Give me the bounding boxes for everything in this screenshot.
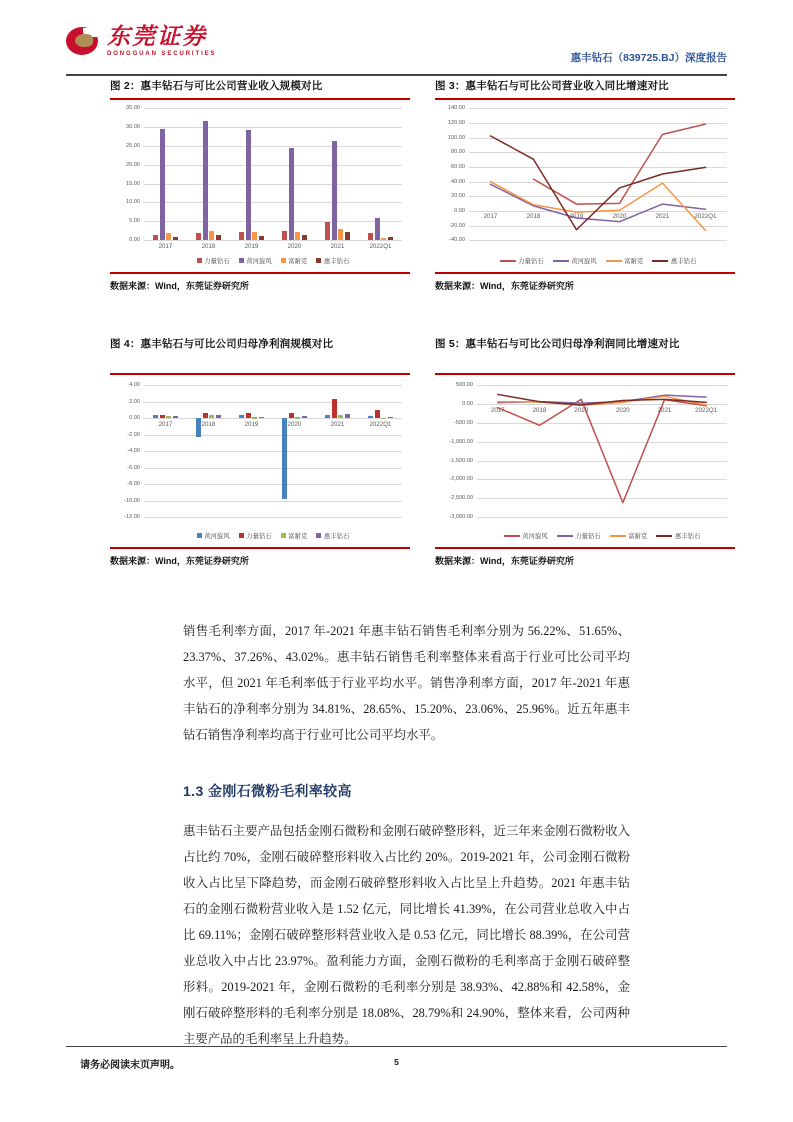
bar [332,399,337,419]
x-axis-tick-label: 2017 [483,213,498,221]
gridline [144,468,402,469]
bar [375,218,380,240]
y-axis-tick-label: 35.00 [126,105,140,112]
figure-4-title: 图 4：惠丰钻石与可比公司归母净利润规模对比 [110,338,334,350]
bar [345,232,350,240]
bar [173,237,178,240]
logo-english-name: DONGGUAN SECURITIES [107,51,217,57]
gridline [144,240,402,241]
gridline [144,517,402,518]
bar [388,237,393,240]
x-axis-tick-label: 2019 [244,242,259,250]
bar [345,414,350,418]
y-axis-tick-label: 30.00 [126,124,140,131]
legend-swatch-icon [610,535,626,537]
y-axis-tick-label: 0.00 [462,401,473,408]
chart-legend [144,531,402,540]
chart-legend [144,256,402,265]
brand-logo [66,24,216,58]
x-axis-tick-label: 2018 [526,213,541,221]
figure-3-title: 图 3：惠丰钻石与可比公司营业收入同比增速对比 [435,80,669,92]
y-axis-tick-label: 0.00 [129,415,140,422]
bar [196,233,201,240]
legend-swatch-icon [553,260,569,262]
legend-label: 富耐克 [624,258,644,266]
y-axis-tick-label: -40.00 [449,237,465,244]
figure-2-title: 图 2：惠丰钻石与可比公司营业收入规模对比 [110,80,323,92]
chart-legend [469,256,727,265]
plot-area [110,100,410,272]
bar [302,416,307,418]
gridline [144,402,402,403]
legend-item [239,531,272,540]
y-axis-tick-label: 100.00 [447,134,465,141]
gridline [144,385,402,386]
legend-label: 黄河旋风 [522,533,548,541]
bar [252,232,257,240]
gridline [144,221,402,222]
bar [368,416,373,418]
legend-label: 富耐克 [628,533,648,541]
line-series-group [435,375,735,547]
legend-swatch-icon [239,533,244,538]
gridline [144,501,402,502]
paragraph-gross-margin: 销售毛利率方面，2017 年-2021 年惠丰钻石销售毛利率分别为 56.22%、51.65%、23.37%、37.26%、43.02%。惠丰钻石销售毛利率整体来看高于行业可比公司平均水平，但 2021 年毛利率低于行业平均水平。销售净利率方面，2017 年-2021 年惠丰钻石的净利率分别为 34.81%、28.65%、15.20%、23.06%、25.96%。近五年惠丰钻石销售净利率均高于行业可比公司平均水平。 [183,624,630,742]
gridline [144,184,402,185]
y-axis-tick-label: 140.00 [447,105,465,112]
x-axis-tick-label: 2017 [490,406,505,414]
bar [252,417,257,418]
bar [173,416,178,418]
legend-swatch-icon [504,535,520,537]
bar [246,130,251,240]
legend-swatch-icon [316,258,321,263]
y-axis-tick-label: 60.00 [451,163,465,170]
y-axis-tick-label: -3,000.00 [449,514,473,521]
legend-item [652,256,696,265]
y-axis-tick-label: 120.00 [447,119,465,126]
x-axis-tick-label: 2021 [330,420,345,428]
figure-5-chart [435,375,735,547]
bar [153,415,158,418]
y-axis-tick-label: 2.00 [129,398,140,405]
header-divider [66,74,727,76]
bar [325,415,330,418]
x-axis-tick-label: 2021 [657,406,672,414]
legend-label: 黄河旋风 [571,258,597,266]
plot-area [110,375,410,547]
bar [239,232,244,240]
bar [295,417,300,418]
legend-item [610,531,648,540]
bar [375,410,380,418]
gridline [144,202,402,203]
y-axis-tick-label: 500.00 [455,382,473,389]
bar [209,231,214,240]
x-axis-tick-label: 2018 [201,420,216,428]
x-axis-tick-label: 2018 [532,406,547,414]
x-axis-tick-label: 2018 [201,242,216,250]
bar [216,415,221,418]
legend-swatch-icon [239,258,244,263]
legend-label: 力量钻石 [518,258,544,266]
bar [289,413,294,418]
footer-page-number: 5 [394,1057,399,1067]
bar [289,148,294,241]
figure-4-source: 数据来源：Wind，东莞证券研究所 [110,556,249,567]
report-header-title: 惠丰钻石（839725.BJ）深度报告 [570,52,727,64]
legend-label: 黄河旋风 [246,258,272,266]
footer-disclaimer: 请务必阅读末页声明。 [80,1060,180,1071]
legend-item [606,256,644,265]
bar [338,229,343,241]
bar [282,231,287,240]
legend-item [197,531,230,540]
line-series [534,124,706,204]
figure-2-chart [110,100,410,272]
figure-3 [435,78,735,292]
x-axis-tick-label: 2022Q1 [369,242,392,250]
y-axis-tick-label: -8.00 [127,481,140,488]
plot-area [435,100,735,272]
bar [246,413,251,418]
legend-label: 惠丰钻石 [674,533,701,541]
legend-swatch-icon [656,535,672,537]
figure-3-source: 数据来源：Wind，东莞证券研究所 [435,281,574,292]
gridline [144,165,402,166]
bar [259,417,264,418]
y-axis-tick-label: -10.00 [124,497,140,504]
legend-item [281,256,308,265]
y-axis-tick-label: -12.00 [124,514,140,521]
x-axis-tick-label: 2020 [287,420,302,428]
legend-swatch-icon [557,535,573,537]
legend-item [197,256,230,265]
y-axis-tick-label: -1,500.00 [449,457,473,464]
bar [368,233,373,240]
legend-label: 力量钻石 [575,533,601,541]
gridline [144,418,402,419]
y-axis-tick-label: -500.00 [454,419,473,426]
y-axis-tick-label: -1,000.00 [449,438,473,445]
bar [203,121,208,240]
x-axis-tick-label: 2019 [569,213,584,221]
y-axis-tick-label: 40.00 [451,178,465,185]
y-axis-tick-label: -2.00 [127,431,140,438]
y-axis-tick-label: -2,000.00 [449,476,473,483]
bar [216,235,221,240]
line-series-group [435,100,735,272]
bar [166,233,171,240]
y-axis-tick-label: 10.00 [126,199,140,206]
legend-swatch-icon [197,258,202,263]
legend-swatch-icon [606,260,622,262]
y-axis-tick-label: 0.00 [454,207,465,214]
line-series [498,400,706,503]
legend-swatch-icon [652,260,668,262]
legend-label: 力量钻石 [204,258,230,266]
x-axis-tick-label: 2022Q1 [694,213,717,221]
plot-area [435,375,735,547]
figure-5 [435,336,735,567]
y-axis-tick-label: 80.00 [451,149,465,156]
x-axis-tick-label: 2020 [615,406,630,414]
x-axis-tick-label: 2022Q1 [369,420,392,428]
paragraph-micro-powder: 惠丰钻石主要产品包括金刚石微粉和金刚石破碎整形料，近三年来金刚石微粉收入占比约 70%，金刚石破碎整形料收入占比约 20%。2019-2021 年，公司金刚石微粉收入占比呈下降趋势，而金刚石破碎整形料收入占比呈上升趋势。2021 年惠丰钻石的金刚石微粉营业收入是 1.52 亿元，同比增长 41.39%，在公司营业总收入中占比 69.11%；金刚石破碎整形料营业收入是 0.53 亿元，同比增长 88.39%，在公司营业总收入中占比 23.97%。盈利能力方面，金刚石微粉的毛利率高于金刚石破碎整形料。2019-2021 年，金刚石微粉的毛利率分别是 38.93%、42.88%和 42.58%，金刚石破碎整形料的毛利率分别是 18.08%、28.79%和 24.90%，整体来看，公司两种主要产品的毛利率呈上升趋势。 [183,824,630,1046]
legend-label: 富耐克 [288,533,308,541]
figure-2-source: 数据来源：Wind，东莞证券研究所 [110,281,249,292]
x-axis-tick-label: 2022Q1 [695,406,718,414]
legend-label: 黄河旋风 [204,533,230,541]
gridline [144,435,402,436]
gridline [144,127,402,128]
y-axis-tick-label: -2,500.00 [449,495,473,502]
dongguan-securities-logo-icon [66,24,100,58]
bar [302,235,307,240]
legend-item [656,531,700,540]
bar [203,413,208,418]
y-axis-tick-label: 4.00 [129,382,140,389]
legend-label: 富耐克 [288,258,308,266]
figure-3-chart [435,100,735,272]
footer-divider [66,1046,727,1047]
bar [160,415,165,418]
legend-swatch-icon [500,260,516,262]
gridline [144,484,402,485]
bar [295,232,300,240]
legend-label: 力量钻石 [246,533,272,541]
legend-item [557,531,601,540]
x-axis-tick-label: 2021 [330,242,345,250]
section-heading-1-3: 1.3 金刚石微粉毛利率较高 [183,783,352,799]
x-axis-tick-label: 2021 [655,213,670,221]
bar [166,416,171,419]
gridline [144,451,402,452]
bar [282,418,287,499]
legend-item [504,531,548,540]
legend-item [239,256,272,265]
y-axis-tick-label: 20.00 [126,161,140,168]
bar [381,418,386,419]
x-axis-tick-label: 2019 [574,406,589,414]
bar [153,235,158,240]
legend-item [553,256,597,265]
legend-swatch-icon [281,533,286,538]
x-axis-tick-label: 2017 [158,242,173,250]
bar [332,141,337,241]
legend-item [500,256,544,265]
figure-4 [110,336,410,567]
figure-2 [110,78,410,292]
legend-item [281,531,308,540]
figure-5-title: 图 5：惠丰钻石与可比公司归母净利润同比增速对比 [435,338,680,350]
figure-5-source: 数据来源：Wind，东莞证券研究所 [435,556,574,567]
x-axis-tick-label: 2017 [158,420,173,428]
y-axis-tick-label: 15.00 [126,180,140,187]
y-axis-tick-label: -20.00 [449,222,465,229]
y-axis-tick-label: 5.00 [129,218,140,225]
legend-label: 惠丰钻石 [323,258,350,266]
legend-label: 惠丰钻石 [323,533,350,541]
x-axis-tick-label: 2020 [287,242,302,250]
gridline [144,108,402,109]
bar [209,415,214,418]
bar [239,415,244,418]
bar [338,415,343,418]
logo-chinese-name: 东莞证券 [107,24,207,49]
y-axis-tick-label: -6.00 [127,464,140,471]
legend-swatch-icon [316,533,321,538]
bar [160,129,165,240]
legend-item [316,531,349,540]
y-axis-tick-label: 25.00 [126,142,140,149]
legend-item [316,256,349,265]
legend-swatch-icon [281,258,286,263]
x-axis-tick-label: 2019 [244,420,259,428]
legend-label: 惠丰钻石 [670,258,697,266]
legend-swatch-icon [197,533,202,538]
gridline [144,146,402,147]
y-axis-tick-label: 20.00 [451,193,465,200]
figure-4-chart [110,375,410,547]
bar [259,236,264,240]
bar [388,417,393,418]
chart-legend [477,531,727,540]
page-header [66,22,727,74]
y-axis-tick-label: 0.00 [129,237,140,244]
x-axis-tick-label: 2020 [612,213,627,221]
bar [325,222,330,240]
bar [381,238,386,240]
y-axis-tick-label: -4.00 [127,448,140,455]
